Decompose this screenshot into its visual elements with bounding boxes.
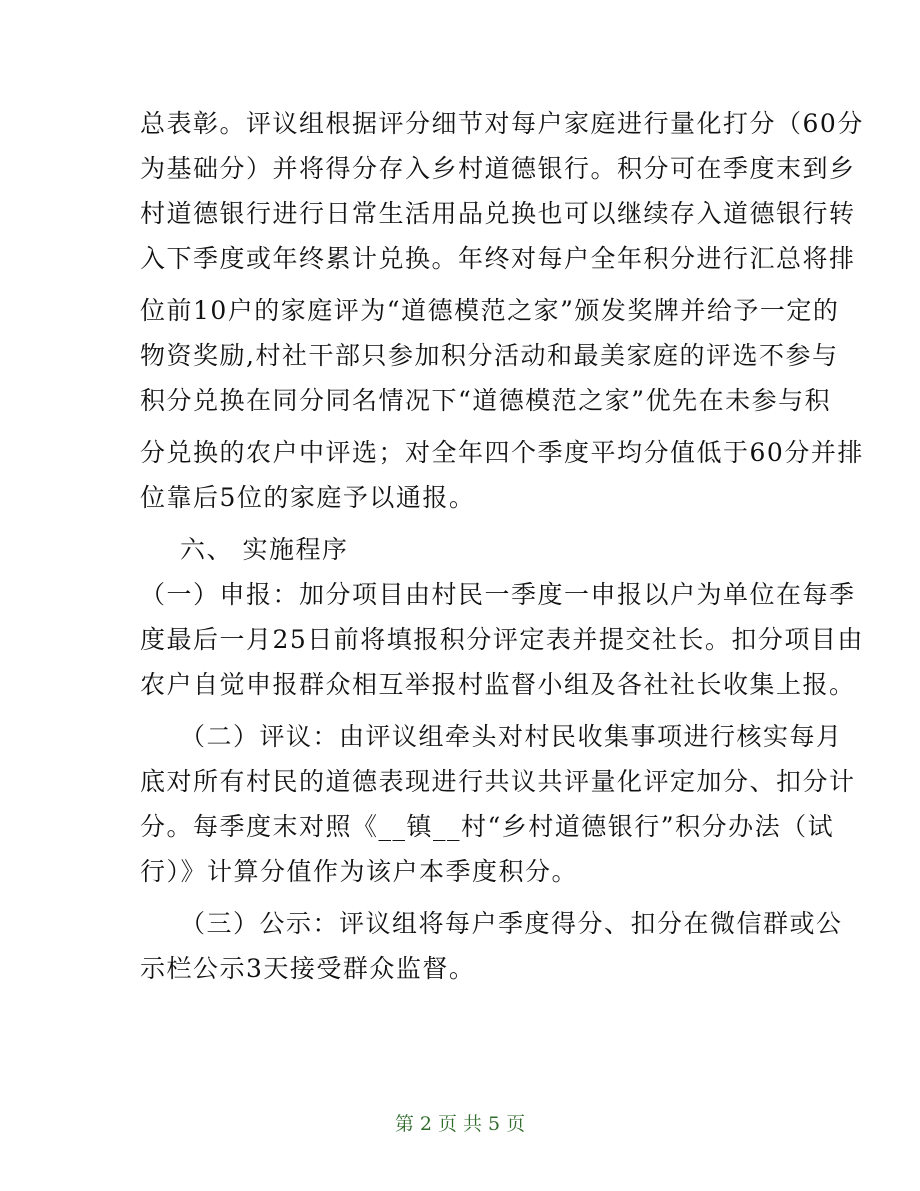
text-line: 分兑换的农户中评选；对全年四个季度平均分值低于60分并排 xyxy=(140,438,864,467)
text-line: 底对所有村民的道德表现进行共议共评量化评定加分、扣分计 xyxy=(140,767,856,796)
text-line: 度最后一月25日前将填报积分评定表并提交社长。扣分项目由 xyxy=(140,625,864,654)
text-line: 入下季度或年终累计兑换。年终对每户全年积分进行汇总将排 xyxy=(140,244,856,273)
text-line: 为基础分）并将得分存入乡村道德银行。积分可在季度末到乡 xyxy=(140,154,856,183)
text-line: 积分兑换在同分同名情况下“道德模范之家”优先在未参与积 xyxy=(140,386,832,415)
text-line: （一）申报：加分项目由村民一季度一申报以户为单位在每季 xyxy=(140,580,856,609)
section-heading: 六、 实施程序 xyxy=(180,535,349,564)
text-line: 示栏公示3天接受群众监督。 xyxy=(140,954,476,983)
text-line: 农户自觉申报群众相互举报村监督小组及各社社长收集上报。 xyxy=(140,670,856,699)
text-line: 行）》计算分值作为该户本季度积分。 xyxy=(140,857,579,886)
text-line: 分。每季度末对照《__镇__村“乡村道德银行”积分办法（试 xyxy=(140,812,835,841)
text-line: 总表彰。评议组根据评分细节对每户家庭进行量化打分（60分 xyxy=(140,109,864,138)
text-line: （二）评议：由评议组牵头对村民收集事项进行核实每月 xyxy=(180,722,843,751)
text-line: （三）公示：评议组将每户季度得分、扣分在微信群或公 xyxy=(180,909,843,938)
text-line: 物资奖励,村社干部只参加积分活动和最美家庭的评选不参与 xyxy=(140,341,839,370)
page-number-footer: 第 2 页 共 5 页 xyxy=(394,1113,526,1135)
text-line: 村道德银行进行日常生活用品兑换也可以继续存入道德银行转 xyxy=(140,199,856,228)
text-line: 位靠后5位的家庭予以通报。 xyxy=(140,483,476,512)
text-line: 位前10户的家庭评为“道德模范之家”颁发奖牌并给予一定的 xyxy=(140,296,840,325)
